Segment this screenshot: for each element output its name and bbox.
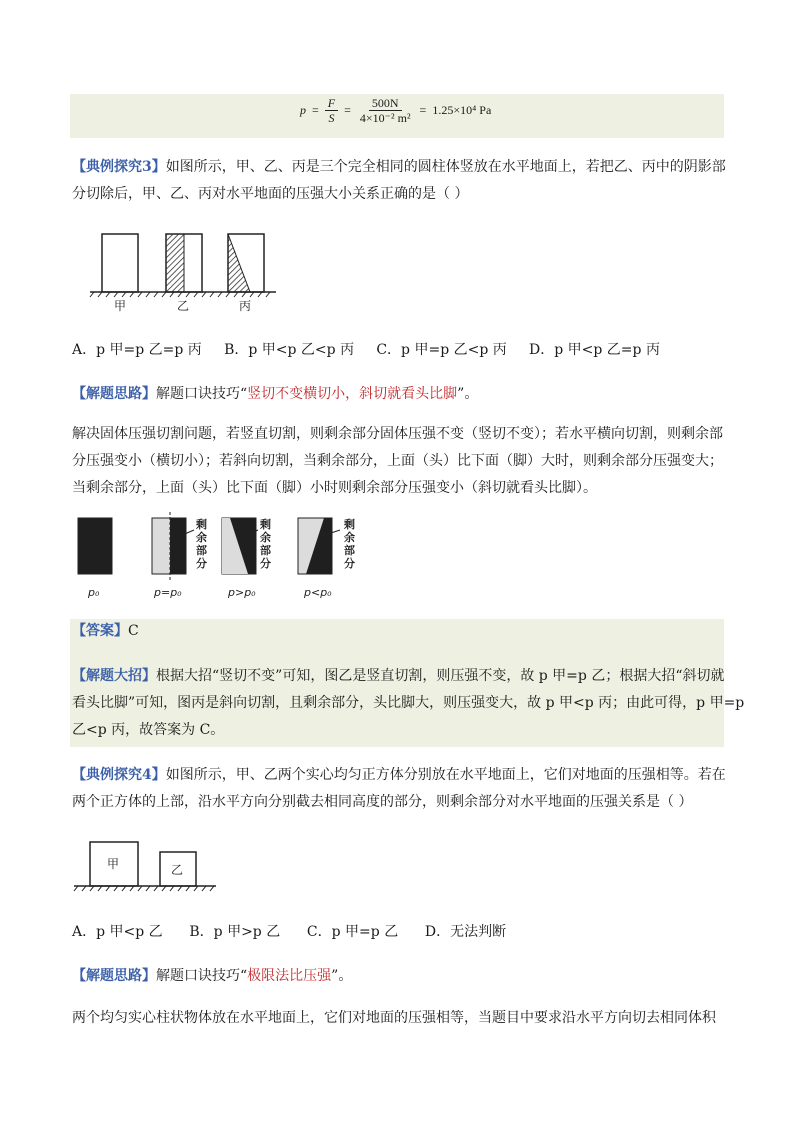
option-c[interactable]: C．p 甲=p 乙<p 丙 — [376, 342, 507, 358]
svg-text:剩 余 部 分 — [196, 517, 211, 570]
para2-line1: 两个均匀实心柱状物体放在水平地面上，它们对地面的压强相等，当题目中要求沿水平方向切去相同体积 — [72, 1010, 716, 1026]
block-vertical-remain — [170, 518, 186, 574]
remain-char-3: 部 — [196, 544, 207, 557]
cylinder-yi-shade — [166, 234, 184, 292]
ex3-line1 — [72, 157, 726, 177]
label-jia: 甲 — [107, 857, 120, 871]
remain-char-3: 部 — [344, 544, 355, 557]
remain-char-1: 剩 — [196, 518, 207, 531]
ex4-figure — [70, 836, 220, 896]
formula-lhs: p — [300, 103, 306, 117]
block-full — [78, 518, 112, 574]
remain-char-1: 剩 — [344, 518, 355, 531]
tip1-mnemonic: 竖切不变横切小，斜切就看头比脚 — [247, 386, 458, 402]
trick-text1: 根据大招“竖切不变”可知，图乙是竖直切割，则压强不变，故 p 甲=p 乙；根据大招“斜切就 — [156, 668, 725, 684]
svg-text:剩 余 部 分 — [344, 517, 359, 570]
remain-char-4: 分 — [344, 557, 355, 570]
tip2-line — [72, 966, 352, 986]
label-yi: 乙 — [177, 299, 190, 313]
pressure-formula — [300, 96, 491, 125]
trick-line2: 看头比脚”可知，图丙是斜向切割，且剩余部分，头比脚大，则压强变大，故 p 甲<p 丙；由此可得，p 甲=p — [72, 695, 745, 711]
ex3-options — [72, 340, 660, 360]
answer-line — [72, 621, 139, 641]
tip2-mnemonic: 极限法比压强 — [247, 968, 332, 984]
formula-numerator-force: 500N — [369, 96, 402, 111]
ex4-tag: 【典例探究4】 — [72, 767, 166, 783]
tip2-text: 解题口诀技巧“ — [156, 968, 248, 984]
cut-figure — [70, 510, 370, 606]
formula-denominator-area: 4×10⁻² m² — [359, 111, 411, 125]
formula-fraction-fs — [325, 96, 338, 125]
remain-char-3: 部 — [260, 544, 271, 557]
label-jia: 甲 — [114, 299, 127, 313]
para1-line1: 解决固体压强切割问题，若竖直切割，则剩余部分固体压强不变（竖切不变）；若水平横向切割，则剩余部 — [72, 426, 723, 442]
option-b[interactable]: B．p 甲<p 乙<p 丙 — [224, 342, 355, 358]
option-d[interactable]: D．p 甲<p 乙=p 丙 — [529, 342, 660, 358]
cylinder-jia — [102, 234, 138, 292]
option-a[interactable]: A．p 甲=p 乙=p 丙 — [72, 342, 202, 358]
ex4-line2: 两个正方体的上部，沿水平方向分别截去相同高度的部分，则剩余部分对水平地面的压强关系是（ ） — [72, 794, 693, 810]
remain-char-4: 分 — [260, 557, 271, 570]
tip1-tag: 【解题思路】 — [72, 386, 156, 402]
ex3-figure — [88, 228, 278, 316]
svg-text:剩 余 部 分 — [260, 517, 275, 570]
formula-fraction-values — [357, 96, 414, 125]
label-yi: 乙 — [171, 863, 184, 877]
tip2-tag: 【解题思路】 — [72, 968, 156, 984]
label-bing: 丙 — [239, 299, 252, 313]
trick-line1 — [72, 666, 724, 686]
answer-value: C — [128, 623, 139, 639]
option-a[interactable]: A．p 甲<p 乙 — [72, 924, 163, 940]
remain-char-2: 余 — [344, 531, 355, 544]
caption-p0: p₀ — [88, 586, 100, 599]
tip1-end: ”。 — [457, 386, 479, 402]
ex3-text1: 如图所示，甲、乙、丙是三个完全相同的圆柱体竖放在水平地面上，若把乙、丙中的阴影部 — [165, 159, 726, 175]
tip1-text: 解题口诀技巧“ — [156, 386, 248, 402]
formula-result: 1.25×10⁴ Pa — [432, 103, 492, 117]
tip1-line — [72, 384, 478, 404]
caption-p-lt-p0: p<p₀ — [304, 586, 332, 599]
formula-equals: = — [344, 103, 351, 117]
ex4-text1: 如图所示，甲、乙两个实心均匀正方体分别放在水平地面上，它们对地面的压强相等。若在 — [165, 767, 726, 783]
formula-equals: = — [419, 103, 427, 117]
formula-denominator-s: S — [328, 111, 335, 125]
remain-char-1: 剩 — [260, 518, 271, 531]
option-c[interactable]: C．p 甲=p 乙 — [306, 924, 399, 940]
option-b[interactable]: B．p 甲>p 乙 — [189, 924, 281, 940]
formula-equals: = — [312, 103, 319, 117]
ex3-line2: 分切除后，甲、乙、丙对水平地面的压强大小关系正确的是（ ） — [72, 186, 469, 202]
tip2-end: ”。 — [331, 968, 353, 984]
para1-line2: 分压强变小（横切小）；若斜向切割，当剩余部分，上面（头）比下面（脚）大时，则剩余部分压强变大； — [72, 453, 723, 469]
remain-char-2: 余 — [196, 531, 207, 544]
option-d[interactable]: D．无法判断 — [424, 924, 507, 940]
para1-line3: 当剩余部分，上面（头）比下面（脚）小时则剩余部分压强变小（斜切就看头比脚）。 — [72, 480, 597, 496]
remain-char-4: 分 — [196, 557, 207, 570]
ex4-line1 — [72, 765, 726, 785]
trick-line3: 乙<p 丙，故答案为 C。 — [72, 722, 225, 738]
remain-char-2: 余 — [260, 531, 271, 544]
answer-tag: 【答案】 — [72, 623, 128, 639]
formula-numerator-f: F — [325, 96, 338, 111]
caption-p-gt-p0: p>p₀ — [228, 586, 256, 599]
trick-tag: 【解题大招】 — [72, 668, 156, 684]
caption-p-eq-p0: p=p₀ — [154, 586, 182, 599]
ex3-tag: 【典例探究3】 — [72, 159, 166, 175]
ex4-options — [72, 922, 506, 942]
